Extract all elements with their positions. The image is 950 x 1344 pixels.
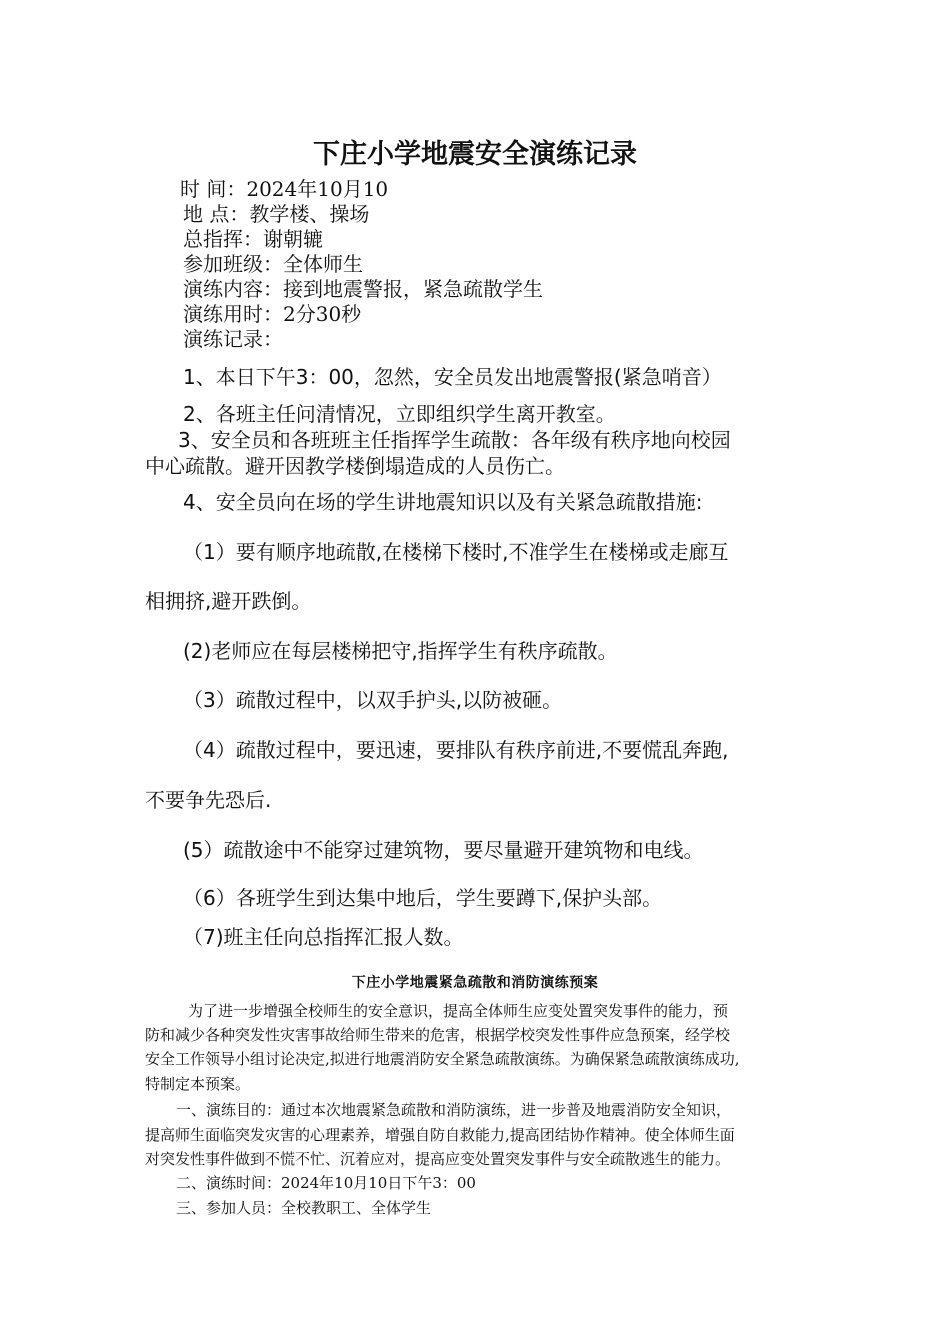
measure-2: (2)老师应在每层楼梯把守,指挥学生有秩序疏散。 <box>183 639 618 663</box>
plan-title: 下庄小学地震紧急疏散和消防演练预案 <box>351 975 599 991</box>
measure-3: （3）疏散过程中，以双手护头,以防被砸。 <box>183 688 563 712</box>
plan-intro-line-3: 安全工作领导小组讨论决定,拟进行地震消防安全紧急疏散演练。为确保紧急疏散演练成功, <box>145 1050 740 1068</box>
record-classes: 参加班级：全体师生 <box>183 252 363 276</box>
plan-section-2: 二、演练时间：2024年10月10日下午3：00 <box>176 1174 476 1192</box>
record-place: 地 点：教学楼、操场 <box>183 202 370 226</box>
record-content: 演练内容：接到地震警报，紧急疏散学生 <box>183 277 543 301</box>
measure-4-line-1: （4）疏散过程中，要迅速，要排队有秩序前进,不要慌乱奔跑, <box>183 738 729 762</box>
record-title: 下庄小学地震安全演练记录 <box>313 139 637 170</box>
measure-4-line-2: 不要争先恐后. <box>145 788 272 812</box>
plan-section-3: 三、参加人员：全校教职工、全体学生 <box>176 1199 432 1217</box>
measure-6: （6）各班学生到达集中地后，学生要蹲下,保护头部。 <box>183 886 663 910</box>
plan-intro-line-2: 防和减少各种突发性灾害事故给师生带来的危害，根据学校突发性事件应急预案，经学校 <box>145 1026 731 1044</box>
measure-1-line-2: 相拥挤,避开跌倒。 <box>145 589 312 613</box>
record-log-label: 演练记录： <box>183 327 283 351</box>
measure-1-line-1: （1）要有顺序地疏散,在楼梯下楼时,不准学生在楼梯或走廊互 <box>183 540 729 564</box>
record-item-2: 2、各班主任问清情况，立即组织学生离开教室。 <box>183 402 616 426</box>
record-item-3-line-1: 3、安全员和各班班主任指挥学生疏散：各年级有秩序地向校园 <box>178 428 731 452</box>
record-item-4: 4、安全员向在场的学生讲地震知识以及有关紧急疏散措施: <box>183 490 703 514</box>
plan-intro-line-1: 为了进一步增强全校师生的安全意识，提高全体师生应变处置突发事件的能力，预 <box>188 1002 729 1020</box>
record-item-3-line-2: 中心疏散。避开因教学楼倒塌造成的人员伤亡。 <box>145 454 565 478</box>
plan-section-1-line-2: 提高师生面临突发灾害的心理素养，增强自防自救能力,提高团结协作精神。使全体师生面 <box>145 1126 735 1144</box>
record-duration: 演练用时：2分30秒 <box>183 302 362 326</box>
record-time: 时 间：2024年10月10 <box>180 177 389 201</box>
plan-intro-line-4: 特制定本预案。 <box>145 1075 251 1093</box>
record-item-1: 1、本日下午3：00，忽然，安全员发出地震警报(紧急哨音） <box>183 365 722 389</box>
measure-7: （7)班主任向总指挥汇报人数。 <box>183 925 464 949</box>
record-commander: 总指挥：谢朝辘 <box>183 227 323 251</box>
plan-section-1-line-3: 对突发性事件做到不慌不忙、沉着应对，提高应变处置突发事件与安全疏散逃生的能力。 <box>145 1150 731 1168</box>
measure-5: (5）疏散途中不能穿过建筑物，要尽量避开建筑物和电线。 <box>183 838 704 862</box>
plan-section-1-line-1: 一、演练目的：通过本次地震紧急疏散和消防演练，进一步普及地震消防安全知识， <box>176 1101 732 1119</box>
